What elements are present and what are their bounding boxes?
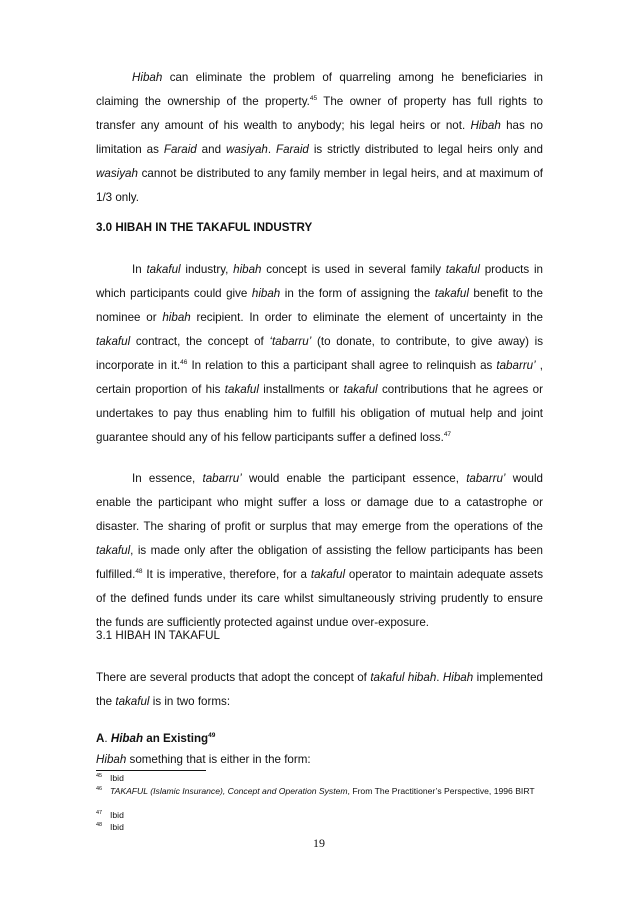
- paragraph-tabarru-essence: In essence, tabarru’ would enable the participant essence, tabarru’ would enable the participant who might suffer a loss or damage due to a catastrophe or disaster. The sharing of profit or surplus that may emerge from the operations of the takaful, is made only after the obligation of assisting the fellow participants has been fulfilled.$^{48}$ It is imperative, therefore, for a takaful operator to maintain adequate assets of the defined funds under its care whilst simultaneously striving prudently to ensure the funds are sufficiently protected against undue over-exposure.: [96, 472, 544, 629]
- paragraph-hibah-form: Hibah something that is either in the form:: [96, 753, 311, 766]
- section-heading-3-0: 3.0 HIBAH IN THE TAKAFUL INDUSTRY: [96, 221, 313, 234]
- footnote-45: $^{45}$ Ibid: [96, 773, 124, 783]
- footnote-48: $^{48}$ Ibid: [96, 822, 124, 832]
- paragraph-takaful-industry: In takaful industry, hibah concept is used in several family takaful products in which participants could give hibah in the form of assigning the takaful benefit to the nominee or hibah recipient. In order to eliminate the element of uncertainty in the takaful contract, the concept of ‘tabarru’ (to donate, to contribute, to give away) is incorporate in it.$^{46}$ In relation to this a participant shall agree to relinquish as tabarru’ , certain proportion of his takaful installments or takaful contributions that he agrees or undertakes to pay thus enabling him to fulfill his obligation of mutual help and joint guarantee should any of his fellow participants suffer a defined loss.$^{47}$: [96, 263, 544, 444]
- footnote-ref-48: 48: [135, 568, 143, 575]
- footnote-46: $^{46}$ TAKAFUL (Islamic Insurance), Concept and Operation System, From The Practitioner’s Perspective, 1996 BIRT: [96, 786, 535, 796]
- footnote-47: $^{47}$ Ibid: [96, 810, 124, 820]
- page-number: 19: [313, 836, 325, 850]
- footnote-ref-45: 45: [309, 95, 318, 102]
- footnote-ref-49: 49: [208, 732, 216, 739]
- footnote-ref-46: 46: [180, 359, 188, 366]
- paragraph-takaful-hibah-products: There are several products that adopt the concept of takaful hibah. Hibah implemented the takaful is in two forms:: [96, 671, 543, 708]
- section-heading-3-1: 3.1 HIBAH IN TAKAFUL: [96, 629, 220, 642]
- paragraph-hibah-intro: Hibah can eliminate the problem of quarreling among he beneficiaries in claiming the ownership of the property.$^{45}$ The owner of property has full rights to transfer any amount of his wealth to anybody; his legal heirs or not. Hibah has no limitation as Faraid and wasiyah. Faraid is strictly distributed to legal heirs only and wasiyah cannot be distributed to any family member in legal heirs, and at maximum of 1/3 only.: [96, 71, 543, 204]
- subsection-heading-a: A. Hibah an Existing$^{49}$: [96, 732, 216, 745]
- footnote-separator: [96, 770, 206, 771]
- footnote-ref-47: 47: [443, 431, 452, 438]
